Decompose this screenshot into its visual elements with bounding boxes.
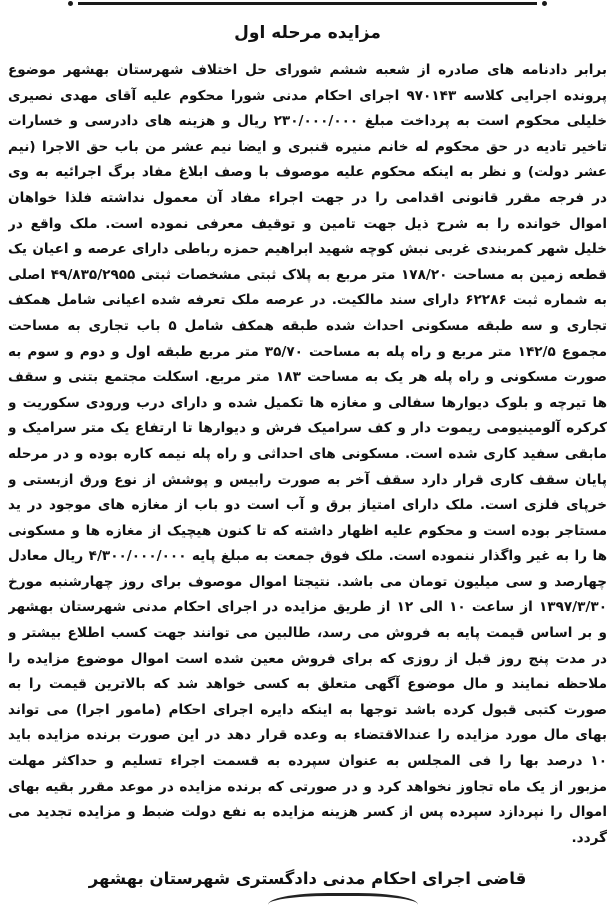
notice-title: مزایده مرحله اول: [234, 23, 381, 43]
top-divider: [78, 2, 537, 5]
notice-body: برابر دادنامه های صادره از شعبه ششم شورای حل اختلاف شهرستان بهشهر موضوع پرونده اجرایی کلاسه ۹۷۰۱۴۳ اجرای احکام مدنی شورا محکوم علیه آقای مهدی نصیری خلیلی محکوم است به پرداخت مبلغ ۲۳۰/۰۰۰/۰۰۰ ریال و هزینه های دادرسی و خسارات تاخیر تادیه در حق محکوم له خانم منیره قنبری و ایضا نیم عشر من باب حق الاجرا (نیم عشر دولت) و نظر به اینکه محکوم علیه موصوف با وصف ابلاغ مفاد برگ اجرائیه به وی در فرجه مقرر قانونی اقدامی را در جهت اجراء مفاد آن معمول نداشته فلذا خواهان اموال خوانده را به شرح ذیل جهت تامین و توقیف معرفی نموده است. ملک واقع در خلیل شهر کمربندی غربی نبش کوچه شهید ابراهیم حمزه رباطی دارای عرصه و اعیان یک قطعه زمین به مساحت ۱۷۸/۲۰ متر مربع به پلاک ثبتی مشخصات ثبتی ۴۹/۸۳۵/۲۹۵۵ اصلی به شماره ثبت ۶۲۲۸۶ دارای سند مالکیت. در عرصه ملک تعرفه شده اعیانی شامل همکف تجاری و سه طبقه مسکونی احداث شده طبقه همکف شامل ۵ باب تجاری به مساحت مجموع ۱۴۲/۵ متر مربع و راه پله به مساحت ۳۵/۷۰ متر مربع طبقه اول و دوم و سوم به صورت مسکونی و راه پله هر یک به مساحت ۱۸۳ متر مربع. اسکلت مجتمع بتنی و سقف ها تیرچه و بلوک دیوارها سفالی و مغازه ها تکمیل شده و دارای درب ورودی سکوریت و کرکره آلومینیومی ریموت دار و کف سرامیک فرش و دیوارها تا ارتفاع یک متر سرامیک و مابقی سفید کاری شده است. مسکونی های احداثی و راه پله نیمه کاره بوده و در مرحله پایان سقف کاری قرار دارد سقف آخر به صورت رابیس و پوشش از نوع ورق ازبستی و خرپای فلزی است. ملک دارای امتیاز برق و آب است دو باب از مغازه های موجود در ید مستاجر بوده است و محکوم علیه اظهار داشته که تا کنون هیچیک از مغازه ها و مسکونی ها را به غیر واگذار ننموده است. ملک فوق جمعت به مبلغ پایه ۴/۳۰۰/۰۰۰/۰۰۰ ریال معادل چهارصد و سی میلیون تومان می باشد. نتیجتا اموال موصوف برای روز چهارشنبه مورخ ۱۳۹۷/۳/۳۰ از ساعت ۱۰ الی ۱۲ از طریق مزایده در اجرای احکام مدنی شهرستان بهشهر و بر اساس قیمت پایه به فروش می رسد، طالبین می توانند جهت کسب اطلاع بیشتر و در مدت پنج روز قبل از روزی که برای فروش معین شده است اموال موضوع مزایده را ملاحظه نمایند و مال موضوع آگهی متعلق به کسی خواهد شد که بالاترین قیمت را به صورت کتبی قبول کرده باشد توجها به اینکه دایره اجرای احکام (مامور اجرا) می تواند بهای مال مورد مزایده را عندالاقتضاء به وعده قرار دهد در این صورت برنده مزایده باید ۱۰ درصد بها را فی المجلس به عنوان سپرده به قسمت اجراء تسلیم و حداکثر مهلت مزبور از یک ماه تجاوز نخواهد کرد و در صورتی که برنده مزایده در موعد مقرر بقیه بهای اموال را نپردازد سپرده پس از کسر هزینه مزایده به نفع دولت ضبط و مزایده تجدید می گردد.: [8, 62, 607, 846]
notice-clipping: [8, 0, 607, 906]
stamp-mark: [268, 893, 418, 906]
signature-line: قاضی اجرای احکام مدنی دادگستری شهرستان بهشهر: [88, 869, 527, 888]
